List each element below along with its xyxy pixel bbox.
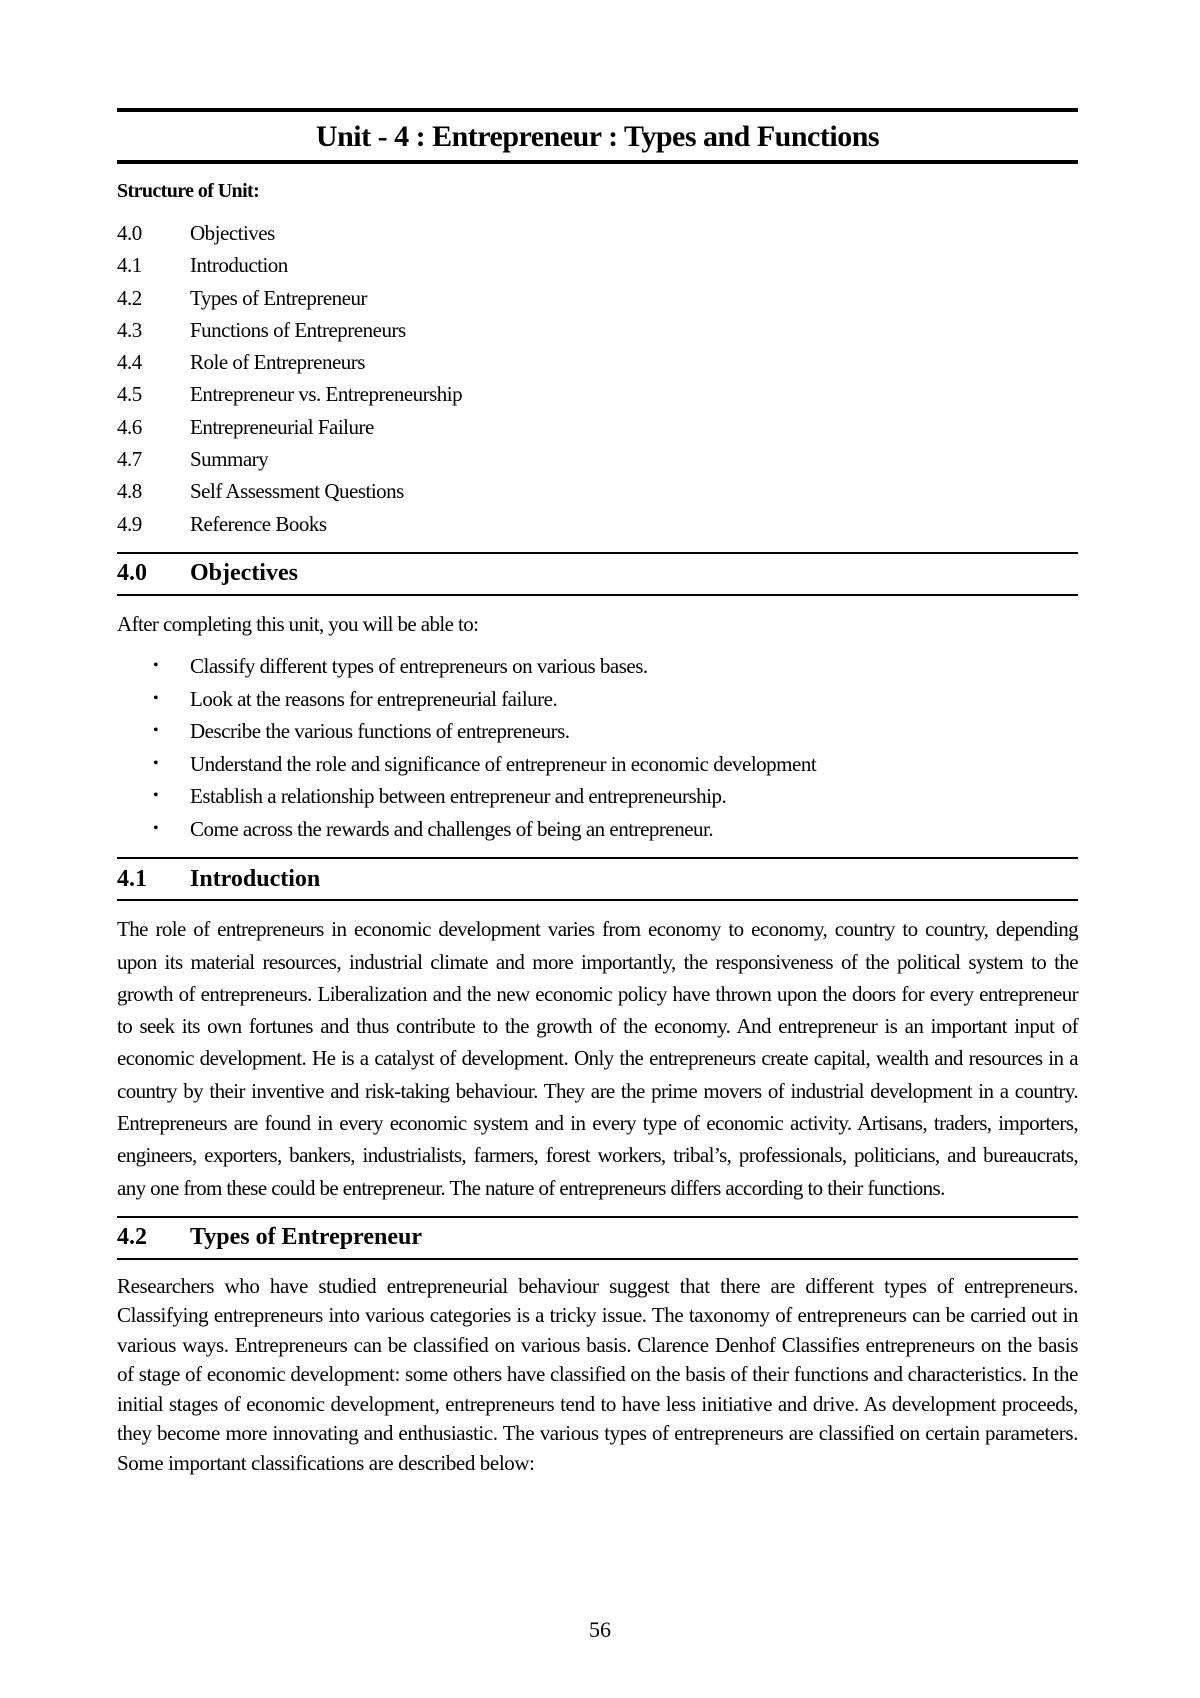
toc-item-text: Reference Books [190, 511, 327, 536]
toc-item [117, 411, 1078, 443]
title-top-rule [117, 108, 1078, 112]
toc-item [117, 346, 1078, 378]
section-number: 4.1 [117, 865, 147, 892]
toc-item-num: 4.9 [117, 511, 142, 536]
objective-item [117, 715, 1078, 748]
page-content [117, 108, 1078, 1478]
toc-item [117, 249, 1078, 281]
bullet-icon: • [153, 754, 159, 772]
structure-label: Structure of Unit: [117, 180, 260, 202]
toc-item-text: Objectives [190, 221, 275, 245]
bullet-icon: • [153, 787, 159, 805]
toc-item-text: Role of Entrepreneurs [190, 350, 365, 375]
objective-item [117, 780, 1078, 813]
section-heading-objectives [117, 552, 1078, 596]
toc-item [117, 475, 1078, 507]
section-heading-types [117, 1216, 1078, 1260]
toc-item-num: 4.5 [117, 382, 142, 407]
toc-item-text: Types of Entrepreneur [190, 285, 367, 310]
toc-item-text: Summary [190, 447, 269, 472]
bullet-icon: • [153, 819, 159, 837]
bullet-icon: • [153, 657, 159, 675]
introduction-body: The role of entrepreneurs in economic development varies from economy to economy, country to country, depending upon its material resources, industrial climate and more importantly, the responsiveness of the political system to the growth of entrepreneurs. Liberalization and the new economic policy have thrown upon the doors for every entrepreneur to seek its own fortunes and thus contribute to the growth of the economy. And entrepreneur is an important input of economic development. He is a catalyst of development. Only the entrepreneurs create capital, wealth and resources in a country by their inventive and risk-taking behaviour. They are the prime movers of industrial development in a country. Entrepreneurs are found in every economic system and in every type of economic activity. Artisans, traders, importers, engineers, exporters, bankers, industrialists, farmers, forest workers, tribal’s, professionals, politicians, and bureaucrats, any one from these could be entrepreneur. The nature of entrepreneurs differs according to their functions. [117, 917, 1078, 1200]
toc-item-text: Entrepreneur vs. Entrepreneurship [190, 382, 463, 407]
toc-item [117, 508, 1078, 540]
toc-item-num: 4.1 [117, 253, 142, 278]
section-title: Introduction [190, 865, 321, 892]
page-number: 56 [589, 1617, 611, 1642]
toc-item-num: 4.6 [117, 414, 142, 439]
toc-item-text: Functions of Entrepreneurs [190, 317, 406, 342]
objective-text: Look at the reasons for entrepreneurial failure. [190, 686, 558, 711]
toc-item-num: 4.7 [117, 447, 142, 472]
section-heading-introduction [117, 857, 1078, 901]
toc-item-text: Entrepreneurial Failure [190, 414, 374, 439]
objectives-list [117, 650, 1078, 845]
objective-item [117, 683, 1078, 716]
objectives-intro: After completing this unit, you will be able to: [117, 611, 479, 636]
toc-item-num: 4.3 [117, 317, 142, 342]
title-bottom-rule [117, 160, 1078, 164]
toc-item-num: 4.8 [117, 479, 142, 504]
section-number: 4.0 [117, 560, 147, 587]
toc-item-text: Self Assessment Questions [190, 479, 404, 504]
toc-item-num: 4.2 [117, 285, 142, 310]
objective-text: Come across the rewards and challenges of being an entrepreneur. [190, 816, 714, 841]
toc-item-num: 4.4 [117, 350, 142, 375]
toc-item [117, 443, 1078, 475]
section-number: 4.2 [117, 1224, 147, 1251]
toc-item [117, 314, 1078, 346]
section-title: Objectives [190, 560, 298, 587]
objective-item [117, 650, 1078, 683]
section-title: Types of Entrepreneur [190, 1224, 422, 1251]
toc-item [117, 378, 1078, 410]
bullet-icon: • [153, 722, 159, 740]
toc-item [117, 282, 1078, 314]
toc-item [117, 217, 1078, 249]
toc-item-text: Introduction [190, 253, 288, 278]
bullet-icon: • [153, 689, 159, 707]
objective-text: Understand the role and significance of entrepreneur in economic development [190, 751, 817, 776]
objective-item [117, 813, 1078, 846]
structure-list [117, 217, 1078, 540]
objective-text: Describe the various functions of entrepreneurs. [190, 719, 570, 744]
objective-item [117, 748, 1078, 781]
unit-title: Unit - 4 : Entrepreneur : Types and Functions [315, 120, 880, 153]
objective-text: Establish a relationship between entrepreneur and entrepreneurship. [190, 784, 727, 809]
objective-text: Classify different types of entrepreneurs on various bases. [190, 654, 648, 679]
toc-item-num: 4.0 [117, 221, 142, 245]
types-body: Researchers who have studied entrepreneurial behaviour suggest that there are different types of entrepreneurs. Classifying entrepreneurs into various categories is a tricky issue. The taxonomy of entrepreneurs can be carried out in various ways. Entrepreneurs can be classified on various basis. Clarence Denhof Classifies entrepreneurs on the basis of stage of economic development: some others have classified on the basis of their functions and characteristics. In the initial stages of economic development, entrepreneurs tend to have less initiative and drive. As development proceeds, they become more innovating and enthusiastic. The various types of entrepreneurs are classified on certain parameters. Some important classifications are described below: [117, 1273, 1078, 1475]
